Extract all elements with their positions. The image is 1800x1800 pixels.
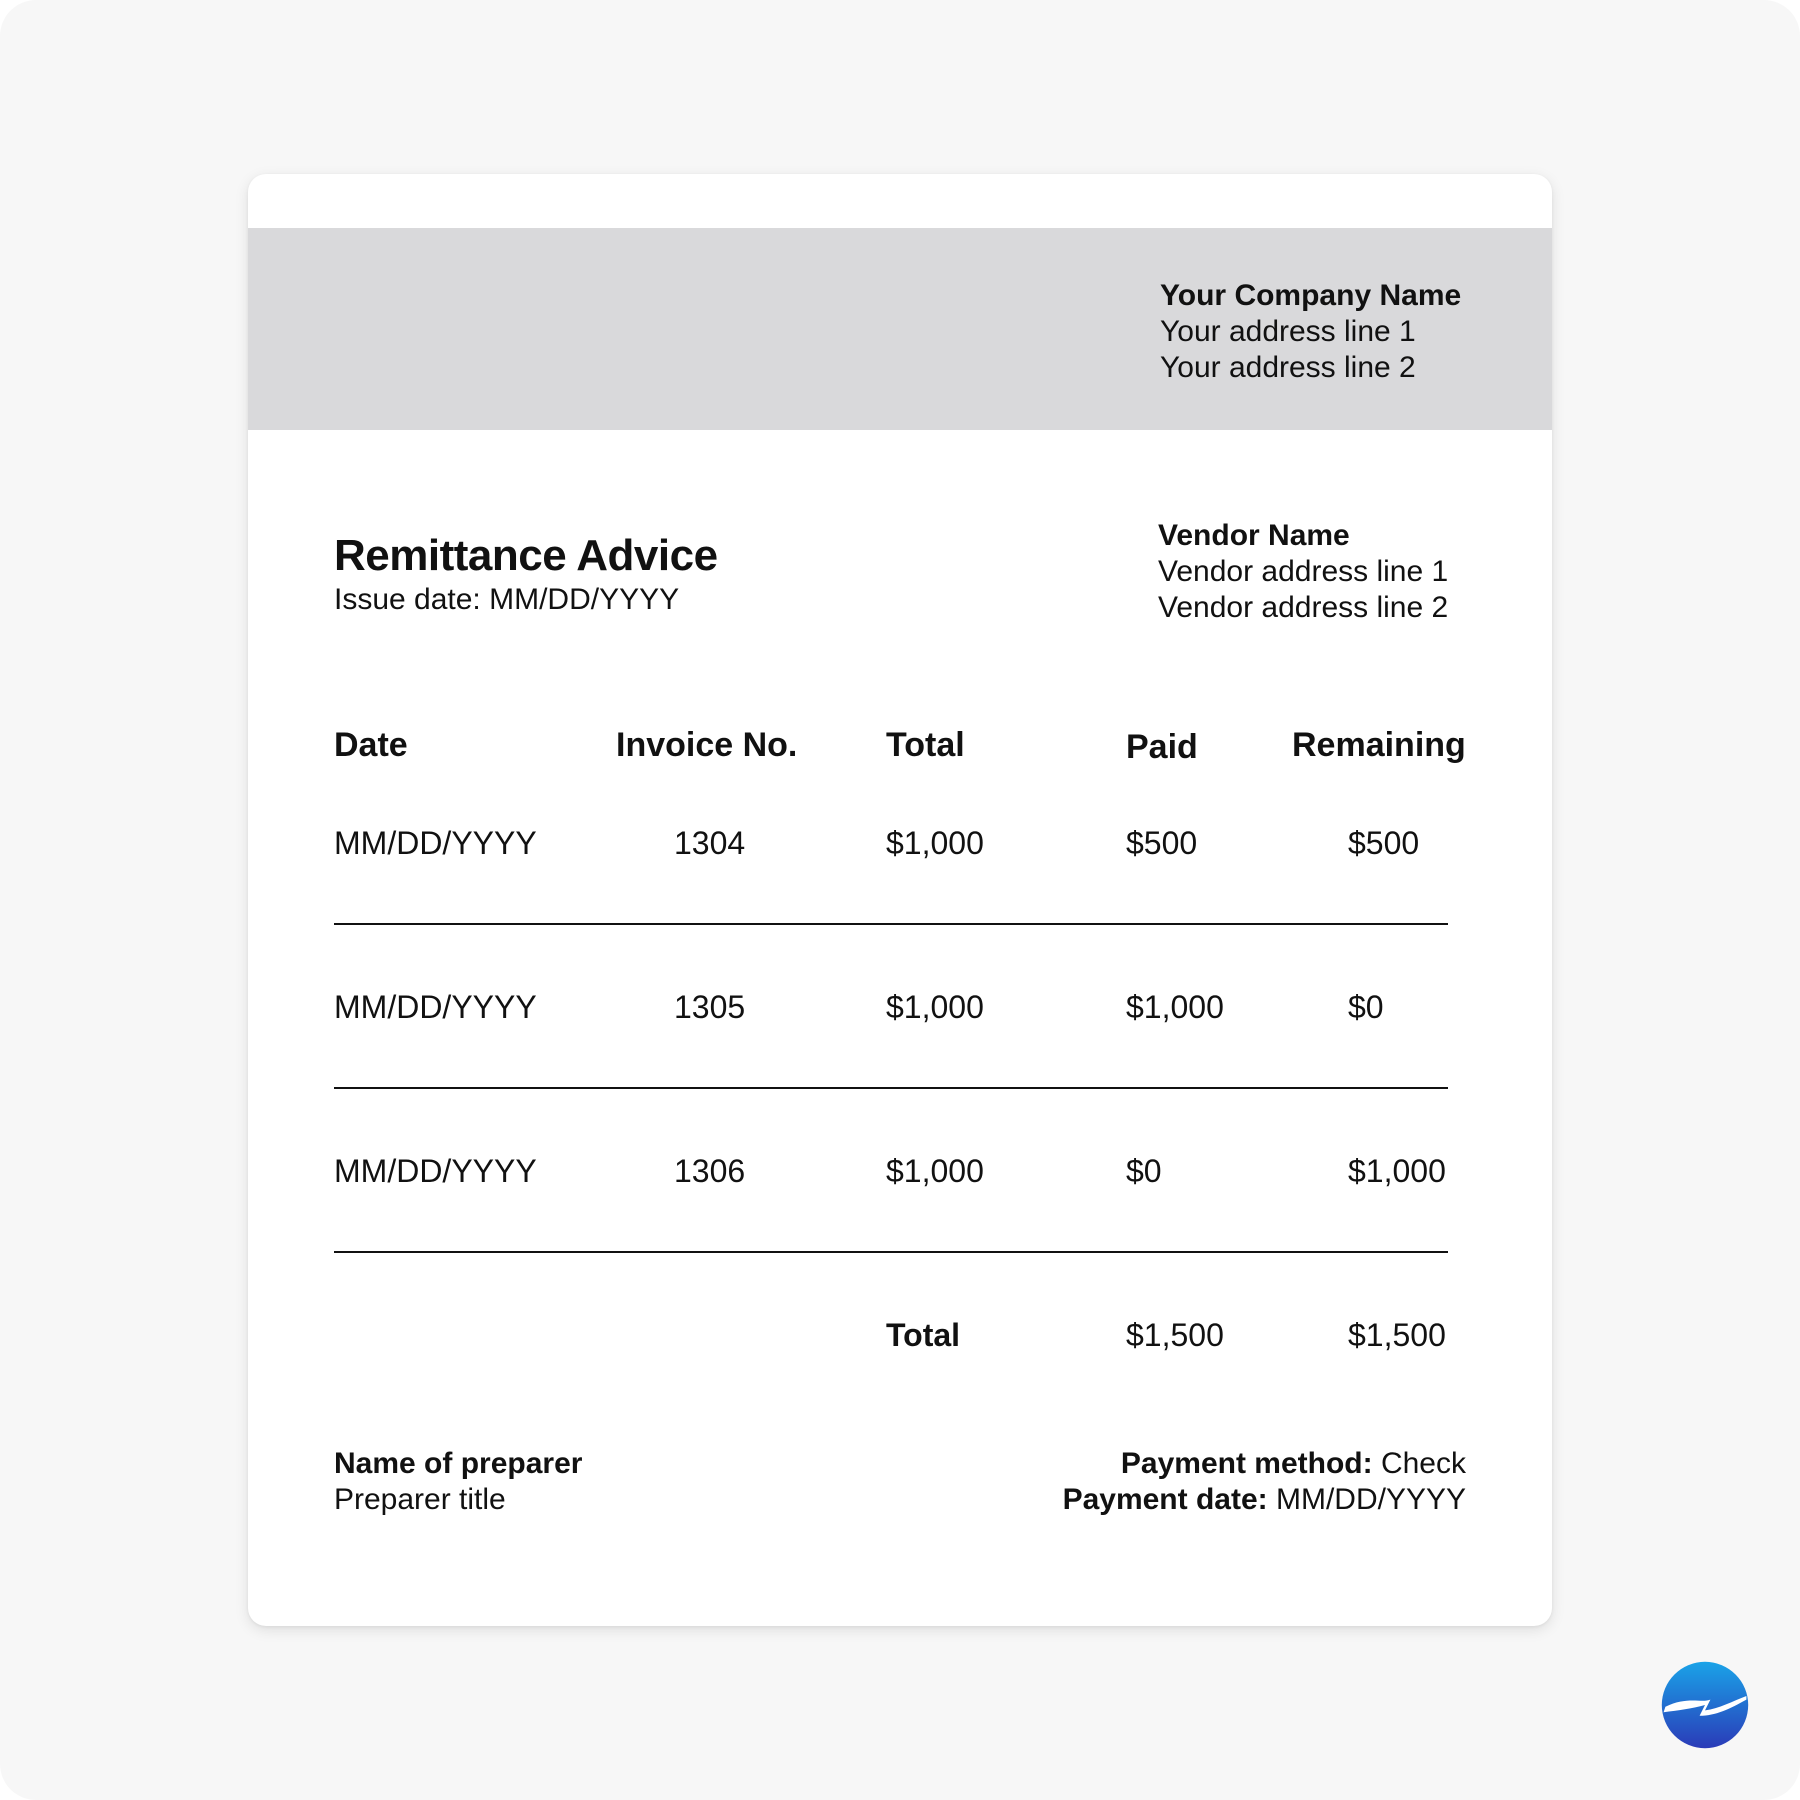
table-row-1-date: MM/DD/YYYY — [334, 825, 537, 861]
total-paid: $1,500 — [1126, 1317, 1224, 1353]
table-row-3-invoice-no: 1306 — [674, 1153, 746, 1189]
preparer-info — [334, 1446, 582, 1518]
payment-method-value: Check — [1372, 1447, 1466, 1480]
company-info — [1160, 278, 1461, 386]
company-address-line-1: Your address line 1 — [1160, 315, 1416, 348]
table-row-1-paid: $500 — [1126, 825, 1198, 861]
payment-method-line — [1063, 1446, 1466, 1482]
vendor-address-line-2: Vendor address line 2 — [1158, 591, 1449, 624]
remittance-document — [248, 174, 1552, 1626]
payment-date-line — [1063, 1482, 1466, 1518]
column-header-remaining: Remaining — [1292, 726, 1466, 764]
vendor-info — [1158, 518, 1448, 626]
total-remaining: $1,500 — [1348, 1317, 1446, 1353]
table-row-3-remaining: $1,000 — [1348, 1153, 1446, 1189]
preparer-title: Preparer title — [334, 1483, 506, 1516]
company-name: Your Company Name — [1160, 279, 1462, 312]
table-row-2-paid: $1,000 — [1126, 989, 1224, 1025]
preparer-name: Name of preparer — [334, 1447, 583, 1480]
row-divider-2 — [334, 1087, 1448, 1089]
total-label: Total — [886, 1317, 961, 1353]
brand-logo-icon — [1660, 1660, 1750, 1750]
payment-info — [1063, 1446, 1466, 1518]
table-row-3-date: MM/DD/YYYY — [334, 1153, 537, 1189]
column-header-date: Date — [334, 726, 408, 764]
table-row-1-invoice-no: 1304 — [674, 825, 746, 861]
document-title: Remittance Advice — [334, 531, 718, 580]
table-row-2-invoice-no: 1305 — [674, 989, 746, 1025]
table-row-3-paid: $0 — [1126, 1153, 1162, 1189]
payment-date-value: MM/DD/YYYY — [1267, 1483, 1466, 1516]
row-divider-1 — [334, 923, 1448, 925]
vendor-name: Vendor Name — [1158, 519, 1350, 552]
table-row-3-total: $1,000 — [886, 1153, 984, 1189]
table-row-1-remaining: $500 — [1348, 825, 1420, 861]
payment-method-label: Payment method: — [1120, 1447, 1373, 1480]
table-row-2-total: $1,000 — [886, 989, 984, 1025]
row-divider-3 — [334, 1251, 1448, 1253]
table-row-1-total: $1,000 — [886, 825, 984, 861]
company-header — [248, 228, 1552, 430]
table-row-2-date: MM/DD/YYYY — [334, 989, 537, 1025]
column-header-total: Total — [886, 726, 965, 764]
table-row-2-remaining: $0 — [1348, 989, 1384, 1025]
column-header-paid: Paid — [1126, 728, 1198, 766]
title-block — [334, 530, 718, 618]
issue-date: Issue date: MM/DD/YYYY — [334, 583, 680, 616]
company-address-line-2: Your address line 2 — [1160, 351, 1416, 384]
column-header-invoice-no: Invoice No. — [616, 726, 798, 764]
vendor-address-line-1: Vendor address line 1 — [1158, 555, 1449, 588]
payment-date-label: Payment date: — [1062, 1483, 1268, 1516]
